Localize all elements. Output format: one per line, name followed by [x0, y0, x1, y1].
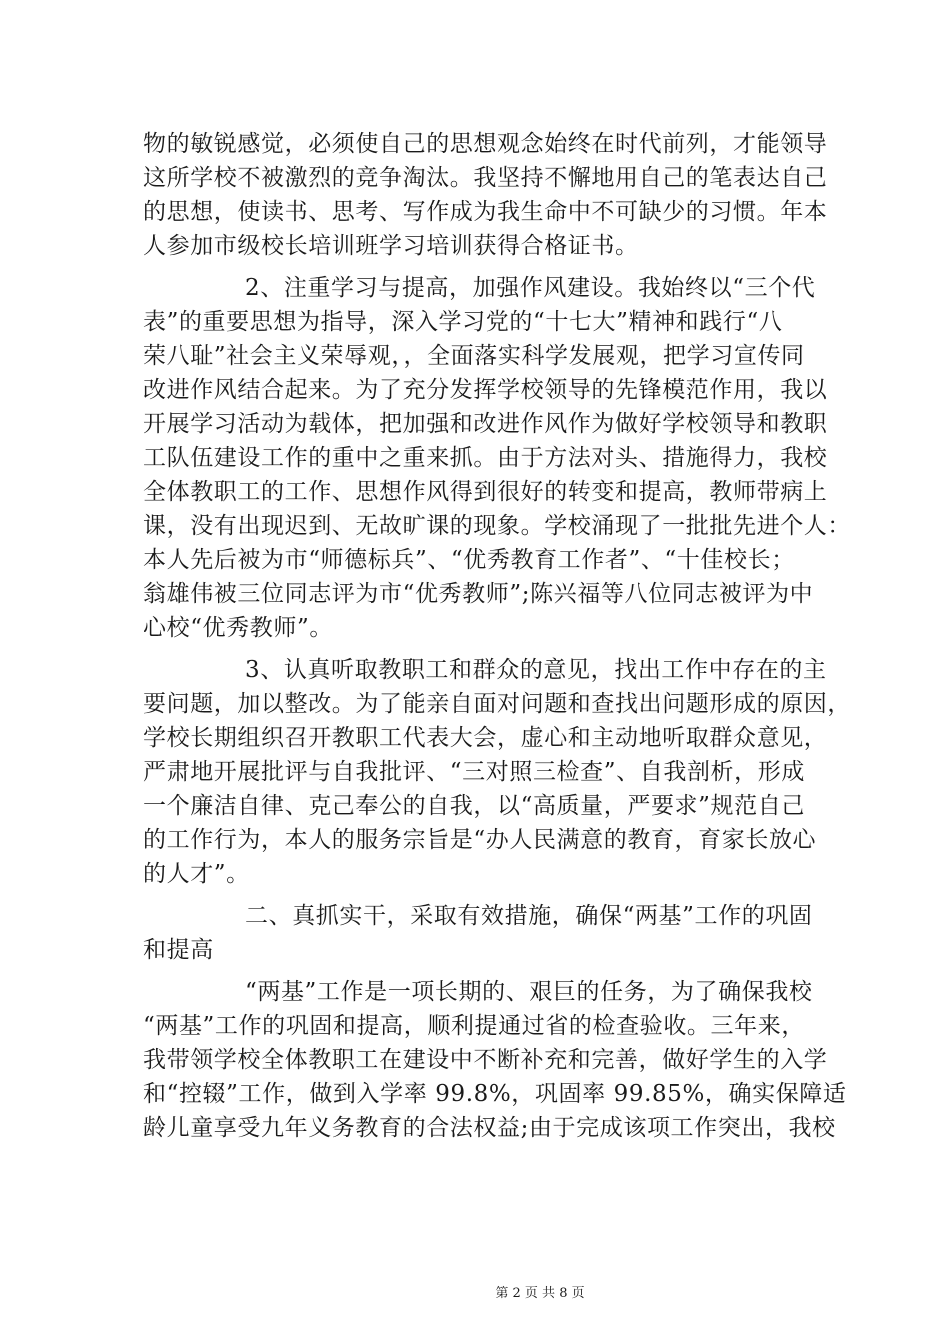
- text-line: 严肃地开展批评与自我批评、“三对照三检查”、自我剖析，形成: [143, 759, 805, 785]
- text-line: 改进作风结合起来。为了充分发挥学校领导的先锋模范作用，我以: [143, 377, 828, 403]
- paragraph-first-line: “两基”工作是一项长期的、艰巨的任务，为了确保我校: [245, 979, 813, 1005]
- text-line: 翁雄伟被三位同志评为市“优秀教师”;陈兴福等八位同志被评为中: [143, 581, 814, 607]
- text-line: 和“控辍”工作，做到入学率 99.8%，巩固率 99.85%，确实保障适: [143, 1081, 847, 1107]
- text-line: 学校长期组织召开教职工代表大会，虚心和主动地听取群众意见，: [143, 725, 828, 751]
- page-number-footer: 第 2 页 共 8 页: [495, 1286, 585, 1301]
- text-line: 人参加市级校长培训班学习培训获得合格证书。: [143, 233, 639, 259]
- text-line: 的工作行为，本人的服务宗旨是“办人民满意的教育，育家长放心: [143, 827, 817, 853]
- text-line: 课，没有出现迟到、无故旷课的现象。学校涌现了一批批先进个人：: [143, 513, 851, 539]
- text-line: 要问题，加以整改。为了能亲自面对问题和查找出问题形成的原因，: [143, 691, 851, 717]
- text-line: 的思想，使读书、思考、写作成为我生命中不可缺少的习惯。年本: [143, 199, 828, 225]
- text-line: 一个廉洁自律、克己奉公的自我，以“高质量，严要求”规范自己: [143, 793, 805, 819]
- text-line: 龄儿童享受九年义务教育的合法权益;由于完成该项工作突出，我校: [143, 1115, 836, 1141]
- text-line: 这所学校不被激烈的竞争淘汰。我坚持不懈地用自己的笔表达自己: [143, 165, 828, 191]
- text-line: 物的敏锐感觉，必须使自己的思想观念始终在时代前列，才能领导: [143, 131, 828, 157]
- text-line: 工队伍建设工作的重中之重来抓。由于方法对头、措施得力，我校: [143, 445, 828, 471]
- text-line: 的人才”。: [143, 861, 250, 887]
- section-heading: 二、真抓实干，采取有效措施，确保“两基”工作的巩固: [245, 903, 813, 929]
- text-line: 全体教职工的工作、思想作风得到很好的转变和提高，教师带病上: [143, 479, 828, 505]
- text-line: 开展学习活动为载体，把加强和改进作风作为做好学校领导和教职: [143, 411, 828, 437]
- text-line: 表”的重要思想为指导，深入学习党的“十七大”精神和践行“八: [143, 309, 783, 335]
- text-line: 我带领学校全体教职工在建设中不断补充和完善，做好学生的入学: [143, 1047, 828, 1073]
- text-line: 荣八耻”社会主义荣辱观，，全面落实科学发展观，把学习宣传同: [143, 343, 805, 369]
- text-line: 本人先后被为市“师德标兵”、“优秀教育工作者”、“十佳校长；: [143, 547, 795, 573]
- paragraph-heading: 2、注重学习与提高，加强作风建设。我始终以“三个代: [245, 275, 816, 301]
- paragraph-heading: 3、认真听取教职工和群众的意见，找出工作中存在的主: [245, 657, 827, 683]
- text-line: “两基”工作的巩固和提高，顺利提通过省的检查验收。三年来，: [143, 1013, 805, 1039]
- text-line: 心校“优秀教师”。: [143, 615, 333, 641]
- section-heading-continued: 和提高: [143, 937, 214, 963]
